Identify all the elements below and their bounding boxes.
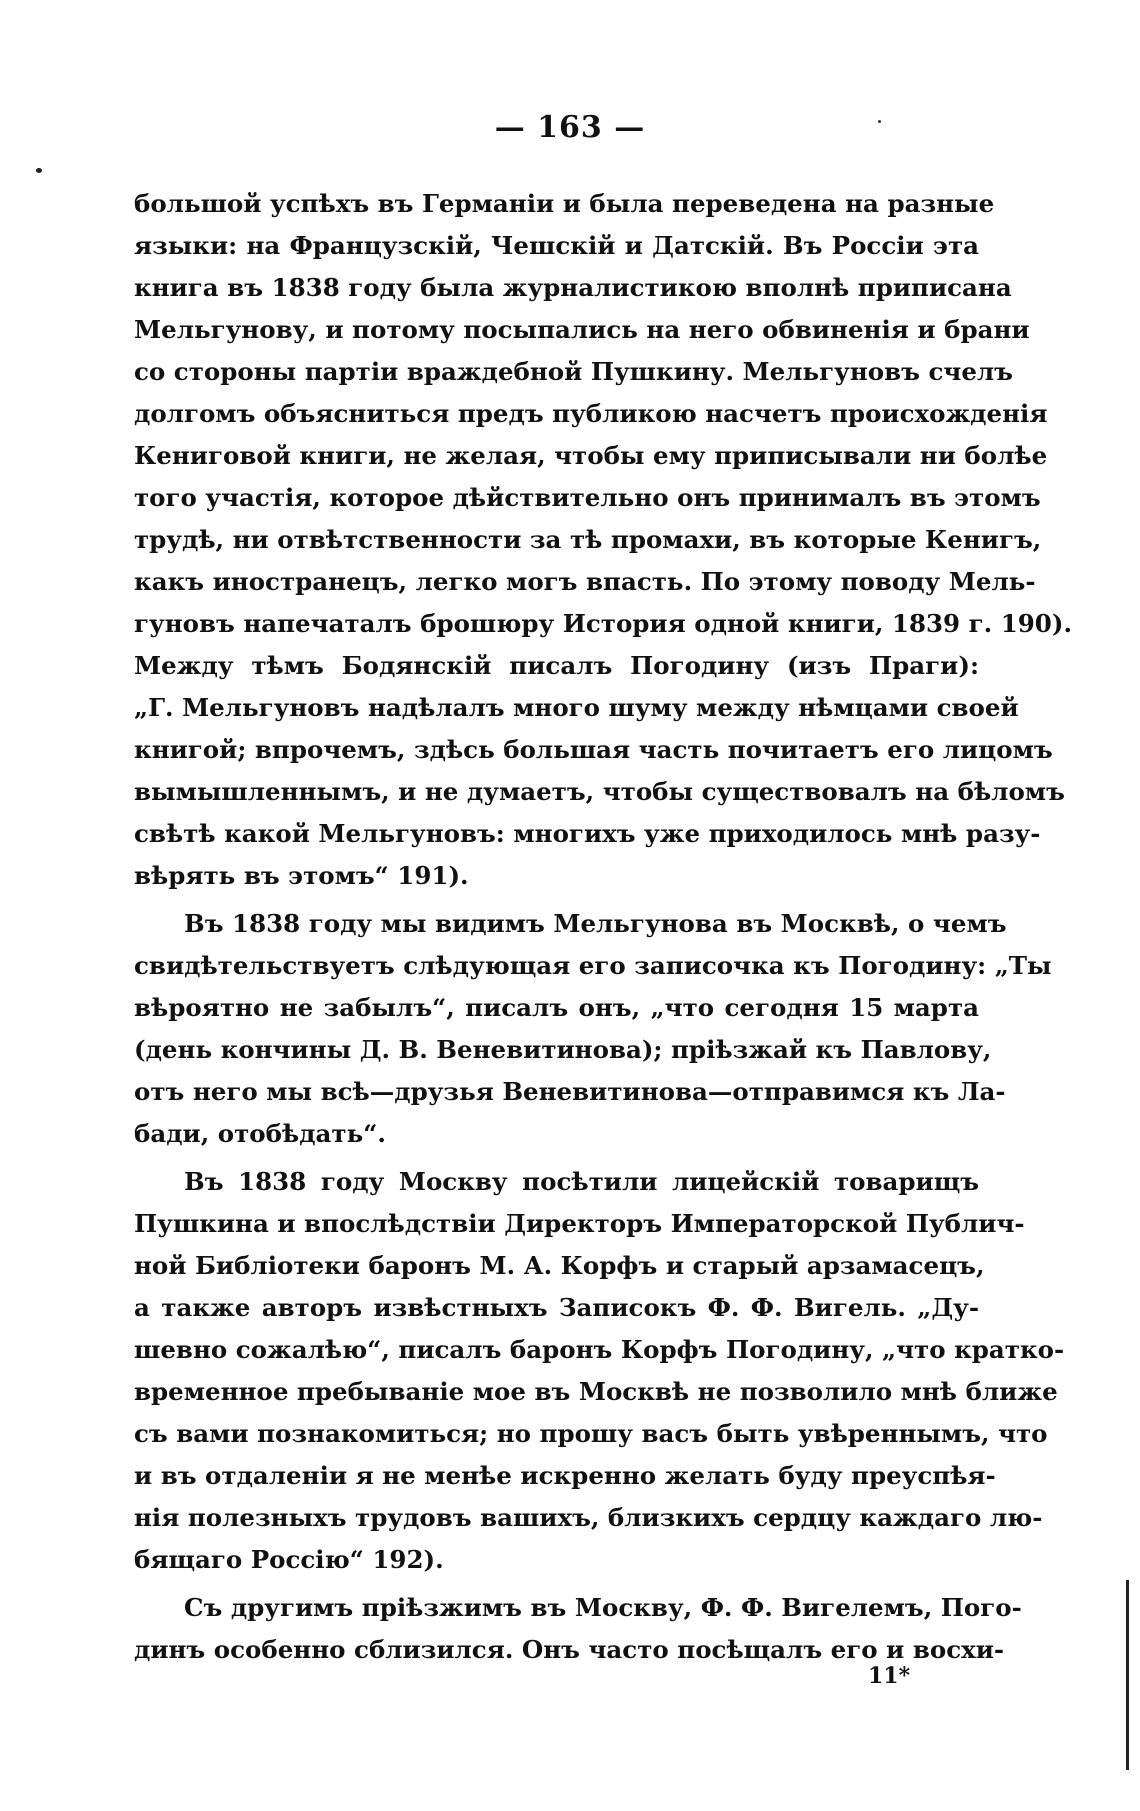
text-line: вѣрять въ этомъ“ 191). <box>134 861 469 890</box>
text-line: книга въ 1838 году была журналистикою вполнѣ приписана <box>134 273 1012 302</box>
text-line: а также авторъ извѣстныхъ Записокъ Ф. Ф. Вигель. „Ду- <box>134 1293 979 1322</box>
signature-mark: 11* <box>868 1663 911 1689</box>
text-line: Съ другимъ пріѣзжимъ въ Москву, Ф. Ф. Вигелемъ, Пого- <box>184 1593 1022 1622</box>
text-line: свидѣтельствуетъ слѣдующая его записочка къ Погодину: „Ты <box>134 951 1052 980</box>
text-line: ной Библіотеки баронъ М. А. Корфъ и старый арзамасецъ, <box>134 1251 985 1280</box>
margin-speck <box>36 168 42 173</box>
text-line: Кениговой книги, не желая, чтобы ему приписывали ни болѣе <box>134 441 1048 470</box>
text-line: вымышленнымъ, и не думаетъ, чтобы существовалъ на бѣломъ <box>134 777 1065 806</box>
text-line: свѣтѣ какой Мельгуновъ: многихъ уже приходилось мнѣ разу- <box>134 819 1041 848</box>
text-line: книгой; впрочемъ, здѣсь большая часть почитаетъ его лицомъ <box>134 735 1053 764</box>
text-line: вѣроятно не забылъ“, писалъ онъ, „что сегодня 15 марта <box>134 993 979 1022</box>
text-line: (день кончины Д. В. Веневитинова); пріѣзжай къ Павлову, <box>134 1035 992 1064</box>
text-line: нія полезныхъ трудовъ вашихъ, близкихъ сердцу каждаго лю- <box>134 1503 1043 1532</box>
body-text <box>134 183 1072 1671</box>
text-line: долгомъ объясниться предъ публикою насчетъ происхожденія <box>134 399 1048 428</box>
text-line: Въ 1838 году Москву посѣтили лицейскій товарищъ <box>184 1167 979 1196</box>
text-line: языки: на Французскій, Чешскій и Датскій. Въ Россіи эта <box>134 231 979 260</box>
text-line: „Г. Мельгуновъ надѣлалъ много шуму между нѣмцами своей <box>134 693 1019 722</box>
text-line: бящаго Россію“ 192). <box>134 1545 444 1574</box>
text-line: большой успѣхъ въ Германіи и была переведена на разные <box>134 189 995 218</box>
page-edge-line <box>1126 1580 1129 1770</box>
page-number: — 163 — <box>494 110 646 145</box>
text-line: Пушкина и впослѣдствіи Директоръ Императорской Публич- <box>134 1209 1025 1238</box>
text-line: трудѣ, ни отвѣтственности за тѣ промахи, въ которые Кенигъ, <box>134 525 1042 554</box>
text-line: гуновъ напечаталъ брошюру История одной книги, 1839 г. 190). <box>134 609 1072 638</box>
text-line: Между тѣмъ Бодянскій писалъ Погодину (изъ Праги): <box>134 651 979 680</box>
text-line: временное пребываніе мое въ Москвѣ не позволило мнѣ ближе <box>134 1377 1058 1406</box>
text-line: какъ иностранецъ, легко могъ впасть. По этому поводу Мель- <box>134 567 1036 596</box>
text-line: и въ отдаленіи я не менѣе искренно желать буду преуспѣя- <box>134 1461 996 1490</box>
text-line: Мельгунову, и потому посыпались на него обвиненія и брани <box>134 315 1030 344</box>
text-line: со стороны партіи враждебной Пушкину. Мельгуновъ счелъ <box>134 357 1013 386</box>
text-line: бади, отобѣдать“. <box>134 1119 386 1148</box>
text-line: съ вами познакомиться; но прошу васъ быть увѣреннымъ, что <box>134 1419 1048 1448</box>
text-line: шевно сожалѣю“, писалъ баронъ Корфъ Погодину, „что кратко- <box>134 1335 1065 1364</box>
text-line: того участія, которое дѣйствительно онъ принималъ въ этомъ <box>134 483 1041 512</box>
text-line: динъ особенно сблизился. Онъ часто посѣщалъ его и восхи- <box>134 1635 1005 1664</box>
text-line: отъ него мы всѣ—друзья Веневитинова—отправимся къ Ла- <box>134 1077 1006 1106</box>
text-line: Въ 1838 году мы видимъ Мельгунова въ Москвѣ, о чемъ <box>184 909 1007 938</box>
